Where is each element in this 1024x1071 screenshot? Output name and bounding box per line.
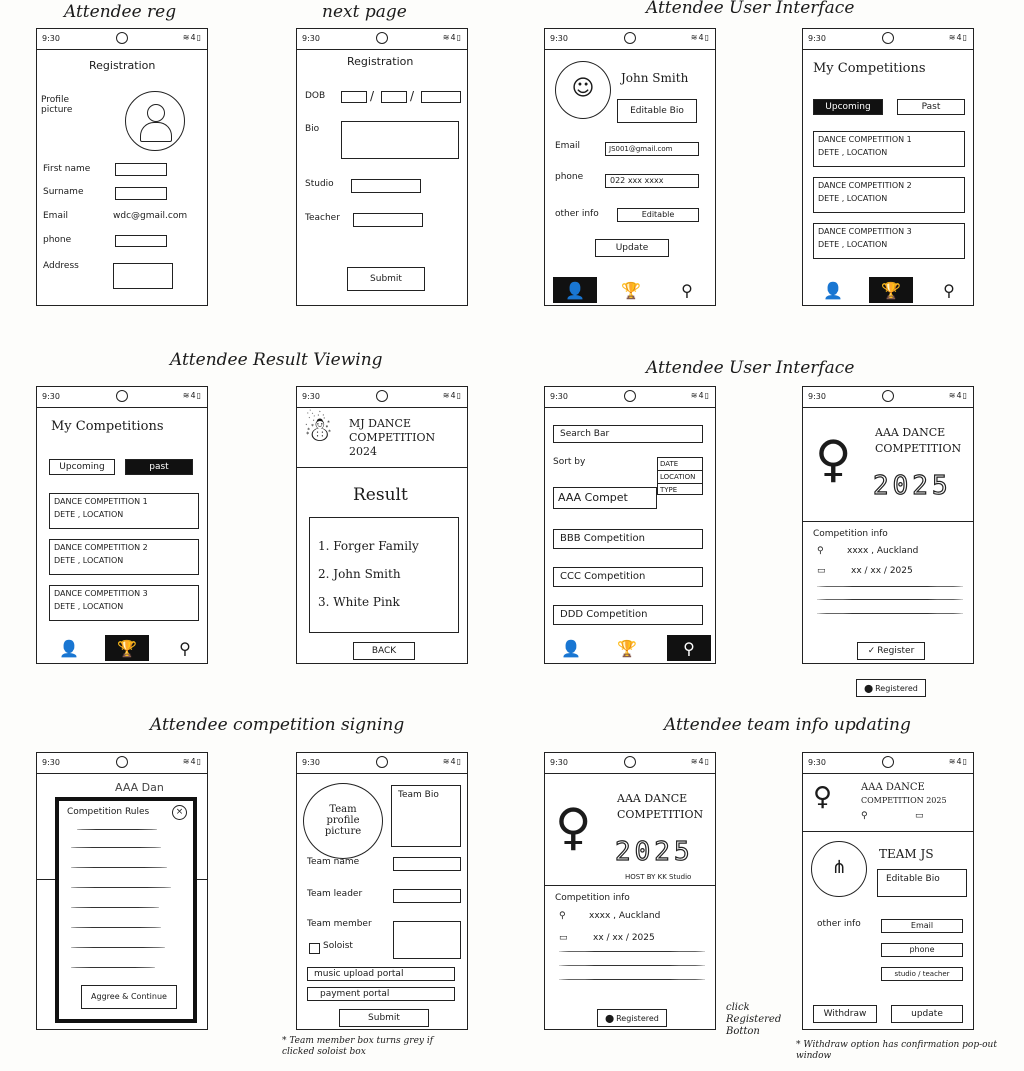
signal-battery-icon: ≋4▯ bbox=[182, 33, 202, 42]
team-name-label: Team name bbox=[307, 857, 360, 867]
other-info-label: other info bbox=[817, 919, 861, 929]
email-input[interactable]: Email bbox=[881, 919, 963, 933]
status-bar: 9:30 ≋4▯ bbox=[297, 387, 467, 408]
description-line bbox=[559, 951, 705, 952]
camera-icon bbox=[116, 756, 128, 768]
nav-profile-icon[interactable]: 👤 bbox=[561, 638, 581, 658]
nav-trophy-icon[interactable]: 🏆 bbox=[617, 638, 637, 658]
competition-name: DANCE COMPETITION 3 bbox=[818, 227, 912, 236]
registered-click-note: click Registered Botton bbox=[726, 1002, 782, 1037]
rule-line bbox=[71, 927, 161, 928]
status-bar: 9:30 ≋4▯ bbox=[803, 753, 973, 774]
soloist-checkbox[interactable] bbox=[309, 943, 320, 954]
phone-my-competitions-past bbox=[36, 386, 208, 664]
update-button[interactable]: Update bbox=[595, 239, 669, 257]
ballerina-icon: ♀ bbox=[815, 430, 852, 488]
nav-search-icon[interactable]: ⚲ bbox=[179, 638, 191, 658]
page-title: My Competitions bbox=[813, 61, 926, 76]
location-text: xxxx , Auckland bbox=[589, 911, 661, 921]
bio-input[interactable] bbox=[341, 121, 459, 159]
music-upload-button[interactable]: music upload portal bbox=[307, 967, 455, 981]
nav-profile-icon[interactable]: 👤 bbox=[823, 280, 843, 300]
rules-modal bbox=[55, 797, 197, 1023]
teacher-label: Teacher bbox=[305, 213, 340, 223]
team-bio-input[interactable]: Editable Bio bbox=[877, 869, 967, 897]
team-form-note: * Team member box turns grey if clicked soloist box bbox=[282, 1036, 434, 1057]
email-label: Email bbox=[555, 141, 580, 151]
section-title-attendee-ui-2: Attendee User Interface bbox=[646, 358, 855, 378]
address-input[interactable] bbox=[113, 263, 173, 289]
tab-past[interactable]: past bbox=[125, 459, 193, 475]
first-name-label: First name bbox=[43, 164, 91, 174]
back-button[interactable]: BACK bbox=[353, 642, 415, 660]
competition-title-line: COMPETITION bbox=[617, 808, 704, 821]
camera-icon bbox=[116, 32, 128, 44]
team-member-input[interactable] bbox=[393, 921, 461, 959]
bio-input[interactable]: Editable Bio bbox=[617, 99, 697, 123]
status-bar: 9:30 ≋4▯ bbox=[37, 387, 207, 408]
competition-header bbox=[861, 781, 947, 807]
result-list bbox=[309, 517, 459, 633]
phone-input[interactable]: 022 xxx xxxx bbox=[605, 174, 699, 188]
competition-title-line: COMPETITION bbox=[349, 431, 436, 444]
nav-trophy-icon[interactable]: 🏆 bbox=[869, 277, 913, 303]
location-icon: ⚲ bbox=[861, 811, 868, 821]
competition-header bbox=[617, 791, 703, 823]
search-result[interactable]: BBB Competition bbox=[553, 529, 703, 549]
rule-line bbox=[71, 887, 171, 888]
studio-input[interactable] bbox=[351, 179, 421, 193]
page-title: Registration bbox=[347, 55, 414, 68]
avatar-body-icon bbox=[140, 122, 172, 142]
phone-input[interactable] bbox=[115, 235, 167, 247]
phone-label: phone bbox=[555, 172, 584, 182]
agree-continue-button[interactable]: Aggree & Continue bbox=[81, 985, 177, 1009]
dob-separator: / bbox=[370, 89, 375, 103]
camera-icon bbox=[624, 756, 636, 768]
description-line bbox=[559, 965, 705, 966]
competition-title-line: AAA DANCE bbox=[861, 782, 925, 793]
competition-header bbox=[875, 425, 961, 457]
competition-name: DANCE COMPETITION 2 bbox=[818, 181, 912, 190]
competition-card[interactable] bbox=[49, 585, 199, 621]
competition-name: DANCE COMPETITION 1 bbox=[54, 497, 148, 506]
divider bbox=[545, 885, 715, 886]
tab-past[interactable]: Past bbox=[897, 99, 965, 115]
status-bar: 9:30 ≋4▯ bbox=[37, 753, 207, 774]
section-title-attendee-ui: Attendee User Interface bbox=[646, 0, 855, 18]
phone-team-form bbox=[296, 752, 468, 1030]
email-label: Email bbox=[43, 211, 68, 221]
dob-label: DOB bbox=[305, 91, 326, 101]
competition-meta: DETE , LOCATION bbox=[818, 148, 888, 157]
competition-year: 2025 bbox=[873, 471, 952, 501]
result-item: 1. Forger Family bbox=[318, 539, 419, 553]
bio-label: Bio bbox=[305, 124, 320, 134]
nav-search-icon[interactable]: ⚲ bbox=[681, 280, 693, 300]
submit-button[interactable]: Submit bbox=[339, 1009, 429, 1027]
status-bar: 9:30 ≋4▯ bbox=[545, 29, 715, 50]
team-avatar[interactable]: ⋔ bbox=[811, 841, 867, 897]
phone-my-competitions-upcoming bbox=[802, 28, 974, 306]
phone-competition-detail bbox=[802, 386, 974, 664]
sort-dropdown[interactable] bbox=[657, 457, 703, 495]
surname-input[interactable] bbox=[115, 187, 167, 200]
competition-year: 2024 bbox=[349, 445, 377, 458]
result-item: 2. John Smith bbox=[318, 567, 401, 581]
calendar-icon: ▭ bbox=[915, 811, 924, 821]
competition-title-line: MJ DANCE bbox=[349, 417, 412, 430]
submit-button[interactable]: Submit bbox=[347, 267, 425, 291]
nav-search-icon[interactable]: ⚲ bbox=[943, 280, 955, 300]
surname-label: Surname bbox=[43, 187, 84, 197]
camera-icon bbox=[882, 32, 894, 44]
result-item: 3. White Pink bbox=[318, 595, 400, 609]
page-title: Registration bbox=[89, 59, 156, 72]
section-title-competition-signing: Attendee competition signing bbox=[150, 715, 405, 735]
status-bar bbox=[37, 29, 207, 50]
check-icon: ✓ bbox=[867, 646, 876, 656]
camera-icon bbox=[376, 756, 388, 768]
host-text: HOST BY KK Studio bbox=[625, 873, 692, 881]
ballerina-icon: ♀ bbox=[555, 798, 592, 856]
competition-card[interactable] bbox=[49, 539, 199, 575]
info-title: Competition info bbox=[813, 529, 888, 539]
status-bar: 9:30 ≋4▯ bbox=[545, 753, 715, 774]
section-title-result-viewing: Attendee Result Viewing bbox=[170, 350, 383, 370]
result-title: Result bbox=[353, 485, 408, 505]
page-title: My Competitions bbox=[51, 419, 164, 434]
competition-header bbox=[349, 417, 435, 459]
studio-teacher-input[interactable]: studio / teacher bbox=[881, 967, 963, 981]
status-bar: 9:30 ≋4▯ bbox=[297, 753, 467, 774]
soloist-label: Soloist bbox=[323, 941, 353, 951]
description-line bbox=[817, 613, 963, 614]
location-icon: ⚲ bbox=[817, 546, 824, 556]
update-button[interactable]: update bbox=[891, 1005, 963, 1023]
competition-card[interactable] bbox=[49, 493, 199, 529]
phone-registration bbox=[36, 28, 208, 306]
section-title-attendee-reg: Attendee reg bbox=[64, 2, 177, 22]
other-info-label: other info bbox=[555, 209, 599, 219]
teacher-input[interactable] bbox=[353, 213, 423, 227]
sort-option[interactable]: LOCATION bbox=[658, 471, 702, 484]
check-icon: ⬤ bbox=[864, 683, 874, 693]
background-title: AAA Dan bbox=[115, 781, 164, 794]
register-button[interactable] bbox=[857, 642, 925, 660]
status-bar: 9:30 ≋4▯ bbox=[803, 387, 973, 408]
date-text: xx / xx / 2025 bbox=[593, 933, 655, 943]
camera-icon bbox=[376, 390, 388, 402]
competition-meta: DETE , LOCATION bbox=[818, 240, 888, 249]
rule-line bbox=[71, 967, 155, 968]
rule-line bbox=[77, 829, 157, 830]
date-text: xx / xx / 2025 bbox=[851, 566, 913, 576]
competition-name: DANCE COMPETITION 2 bbox=[54, 543, 148, 552]
phone-search bbox=[544, 386, 716, 664]
first-name-input[interactable] bbox=[115, 163, 167, 176]
withdraw-button[interactable]: Withdraw bbox=[813, 1005, 877, 1023]
email-input[interactable]: wdc@gmail.com bbox=[113, 211, 188, 221]
payment-button[interactable]: payment portal bbox=[307, 987, 455, 1001]
competition-title-line: COMPETITION 2025 bbox=[861, 796, 947, 805]
location-text: xxxx , Auckland bbox=[847, 546, 919, 556]
dancer-icon: ☃ bbox=[303, 410, 334, 450]
profile-picture-label: Profile picture bbox=[41, 95, 73, 115]
status-bar: 9:30 ≋4▯ bbox=[297, 29, 467, 50]
team-name: TEAM JS bbox=[879, 847, 934, 861]
status-bar: 9:30 ≋4▯ bbox=[803, 29, 973, 50]
divider bbox=[803, 831, 973, 832]
search-result[interactable]: AAA Compet bbox=[553, 487, 657, 509]
profile-name: John Smith bbox=[621, 71, 689, 85]
camera-icon bbox=[624, 390, 636, 402]
sort-option[interactable]: TYPE bbox=[660, 486, 678, 494]
competition-card[interactable] bbox=[813, 223, 965, 259]
tab-upcoming[interactable]: Upcoming bbox=[49, 459, 115, 475]
nav-profile-icon[interactable]: 👤 bbox=[553, 277, 597, 303]
dob-day-select[interactable] bbox=[341, 91, 367, 103]
competition-name: DANCE COMPETITION 1 bbox=[818, 135, 912, 144]
tab-upcoming[interactable]: Upcoming bbox=[813, 99, 883, 115]
studio-label: Studio bbox=[305, 179, 334, 189]
avatar-head-icon bbox=[147, 104, 165, 122]
nav-search-icon[interactable]: ⚲ bbox=[667, 635, 711, 661]
close-icon[interactable]: × bbox=[172, 805, 187, 820]
camera-icon bbox=[116, 390, 128, 402]
search-result[interactable]: DDD Competition bbox=[553, 605, 703, 625]
nav-trophy-icon[interactable]: 🏆 bbox=[105, 635, 149, 661]
team-name-input[interactable] bbox=[393, 857, 461, 871]
profile-picture-upload[interactable] bbox=[125, 91, 185, 151]
registered-button[interactable] bbox=[597, 1009, 667, 1027]
calendar-icon: ▭ bbox=[559, 933, 568, 943]
camera-icon bbox=[882, 756, 894, 768]
email-input[interactable]: JS001@gmail.com bbox=[605, 142, 699, 156]
info-title: Competition info bbox=[555, 893, 630, 903]
competition-card[interactable] bbox=[813, 177, 965, 213]
address-label: Address bbox=[43, 261, 79, 271]
phone-result bbox=[296, 386, 468, 664]
team-leader-label: Team leader bbox=[307, 889, 363, 899]
divider bbox=[803, 521, 973, 522]
rule-line bbox=[71, 847, 161, 848]
modal-title: Competition Rules bbox=[67, 807, 150, 817]
dob-separator: / bbox=[410, 89, 415, 103]
team-member-label: Team member bbox=[307, 919, 372, 929]
phone-competition-rules bbox=[36, 752, 208, 1030]
description-line bbox=[559, 979, 705, 980]
section-title-next-page: next page bbox=[322, 2, 407, 22]
competition-card[interactable] bbox=[813, 131, 965, 167]
competition-year: 2025 bbox=[615, 837, 694, 867]
phone-registration-next bbox=[296, 28, 468, 306]
competition-name: DANCE COMPETITION 3 bbox=[54, 589, 148, 598]
team-bio-input[interactable]: Team Bio bbox=[391, 785, 461, 847]
calendar-icon: ▭ bbox=[817, 566, 826, 576]
avatar[interactable]: ☺ bbox=[555, 61, 611, 119]
sort-option[interactable]: DATE bbox=[658, 458, 702, 471]
registered-label: Registered bbox=[616, 1013, 659, 1023]
competition-title-line: AAA DANCE bbox=[617, 792, 688, 805]
other-info-input[interactable]: Editable bbox=[617, 208, 699, 222]
competition-title-line: COMPETITION bbox=[875, 442, 962, 455]
camera-icon bbox=[624, 32, 636, 44]
search-result[interactable]: CCC Competition bbox=[553, 567, 703, 587]
rule-line bbox=[71, 907, 159, 908]
section-title-team-info: Attendee team info updating bbox=[664, 715, 911, 735]
camera-icon bbox=[376, 32, 388, 44]
registered-button[interactable] bbox=[856, 679, 926, 697]
competition-meta: DETE , LOCATION bbox=[818, 194, 888, 203]
status-bar: 9:30 ≋4▯ bbox=[545, 387, 715, 408]
nav-profile-icon[interactable]: 👤 bbox=[59, 638, 79, 658]
phone-label: phone bbox=[43, 235, 72, 245]
search-input[interactable]: Search Bar bbox=[553, 425, 703, 443]
phone-team-competition-detail bbox=[544, 752, 716, 1030]
register-label: Register bbox=[877, 646, 915, 656]
team-leader-input[interactable] bbox=[393, 889, 461, 903]
rule-line bbox=[71, 867, 167, 868]
competition-title-line: AAA DANCE bbox=[875, 426, 946, 439]
dob-month-select[interactable] bbox=[381, 91, 407, 103]
registered-label: Registered bbox=[875, 683, 918, 693]
location-icon: ⚲ bbox=[559, 911, 566, 921]
description-line bbox=[817, 586, 963, 587]
divider bbox=[297, 467, 467, 468]
camera-icon bbox=[882, 390, 894, 402]
status-time: 9:30 bbox=[42, 34, 60, 43]
team-picture-upload[interactable]: Team profile picture bbox=[303, 783, 383, 859]
competition-meta: DETE , LOCATION bbox=[54, 556, 124, 565]
nav-trophy-icon[interactable]: 🏆 bbox=[621, 280, 641, 300]
description-line bbox=[817, 599, 963, 600]
competition-meta: DETE , LOCATION bbox=[54, 602, 124, 611]
phone-profile bbox=[544, 28, 716, 306]
ballerina-icon: ♀ bbox=[813, 782, 833, 812]
withdraw-note: * Withdraw option has confirmation pop-out window bbox=[796, 1040, 997, 1061]
rule-line bbox=[71, 947, 165, 948]
sort-label: Sort by bbox=[553, 457, 586, 467]
phone-input[interactable]: phone bbox=[881, 943, 963, 957]
check-icon: ⬤ bbox=[605, 1013, 615, 1023]
dob-year-select[interactable] bbox=[421, 91, 461, 103]
competition-meta: DETE , LOCATION bbox=[54, 510, 124, 519]
phone-team-info bbox=[802, 752, 974, 1030]
